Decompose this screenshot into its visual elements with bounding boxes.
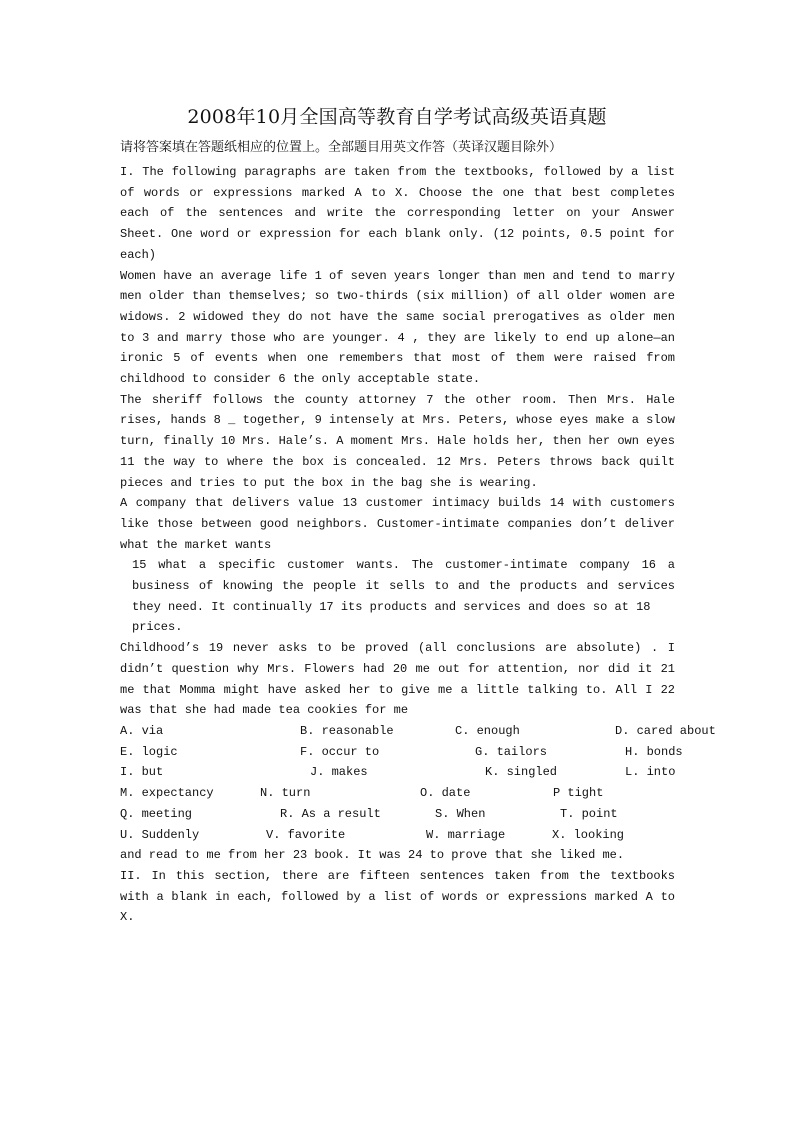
option-item: X. looking (552, 827, 625, 842)
options-row (120, 783, 675, 804)
option-item: J. makes (310, 765, 368, 780)
options-row (120, 742, 683, 763)
options-list (120, 721, 716, 845)
passage-continuation: and read to me from her 23 book. It was 24 to prove that she liked me. (120, 848, 625, 863)
option-item: P tight (553, 786, 604, 801)
options-row (120, 825, 675, 846)
option-item: G. tailors (475, 744, 548, 759)
section2-heading: II. In this section, there are fifteen sentences taken from the textbooks with a blank in each, followed by a list of words or expressions marked A to X. (120, 868, 675, 925)
passage-paragraph: prices. (132, 620, 183, 635)
options-row (120, 762, 675, 783)
passage-paragraph: A company that delivers value 13 customer intimacy builds 14 with customers like those between good neighbors. Customer-intimate companies don’t deliver what the market wants (120, 496, 675, 552)
option-item: H. bonds (625, 744, 683, 759)
exam-body (120, 162, 716, 928)
option-item: R. As a result (280, 806, 381, 821)
option-item: C. enough (455, 723, 520, 738)
passage-paragraph: The sheriff follows the county attorney 7 the other room. Then Mrs. Hale rises, hands 8 _ together, 9 intensely at Mrs. Peters, whose eyes make a slow turn, finally 10 Mrs. Hale’s. A moment Mrs. Hale holds her, then her own eyes 11 the way to where the box is concealed. 12 Mrs. Peters throws back quilt pieces and tries to put the box in the bag she is wearing. (120, 392, 675, 490)
option-item: E. logic (120, 744, 178, 759)
options-row (120, 721, 716, 742)
passage-paragraph: Childhood’s 19 never asks to be proved (all conclusions are absolute) . I didn’t question why Mrs. Flowers had 20 me out for attention, nor did it 21 me that Momma might have asked her to give me a little talking to. All I 22 was that she had made tea cookies for me (120, 641, 675, 718)
passage-paragraph: 15 what a specific customer wants. The customer-intimate company 16 a business of knowing the people it sells to and the products and services they need. It continually 17 its products and services and does so at 18 (132, 558, 675, 614)
option-item: S. When (435, 806, 486, 821)
instruction-text: 请将答案填在答题纸相应的位置上。全部题目用英文作答（英译汉题目除外） (120, 140, 563, 155)
option-item: B. reasonable (300, 723, 394, 738)
option-item: F. occur to (300, 744, 380, 759)
option-item: N. turn (260, 786, 311, 801)
option-item: V. favorite (266, 827, 346, 842)
option-item: T. point (560, 806, 618, 821)
section1-heading: I. The following paragraphs are taken from the textbooks, followed by a list of words or expressions marked A to X. Choose the one that best completes each of the sentences and write the corresponding letter on your Answer Sheet. One word or expression for each blank only. (12 points, 0.5 point for each) (120, 165, 675, 262)
option-item: L. into (625, 765, 676, 780)
option-item: I. but (120, 765, 164, 780)
page-title: 2008年10月全国高等教育自学考试高级英语真题 (187, 106, 607, 128)
option-item: D. cared about (615, 723, 716, 738)
option-item: O. date (420, 786, 471, 801)
option-item: W. marriage (426, 827, 506, 842)
option-item: M. expectancy (120, 786, 214, 801)
passage-paragraph: Women have an average life 1 of seven years longer than men and tend to marry men older than themselves; so two-thirds (six million) of all older women are widows. 2 widowed they do not have the same social prerogatives as older men to 3 and marry those who are younger. 4 , they are likely to end up alone—an ironic 5 of events when one remembers that most of them were raised from childhood to consider 6 the only acceptable state. (120, 268, 675, 387)
option-item: Q. meeting (120, 806, 193, 821)
options-row (120, 804, 675, 825)
option-item: K. singled (485, 765, 558, 780)
option-item: U. Suddenly (120, 827, 200, 842)
option-item: A. via (120, 723, 164, 738)
